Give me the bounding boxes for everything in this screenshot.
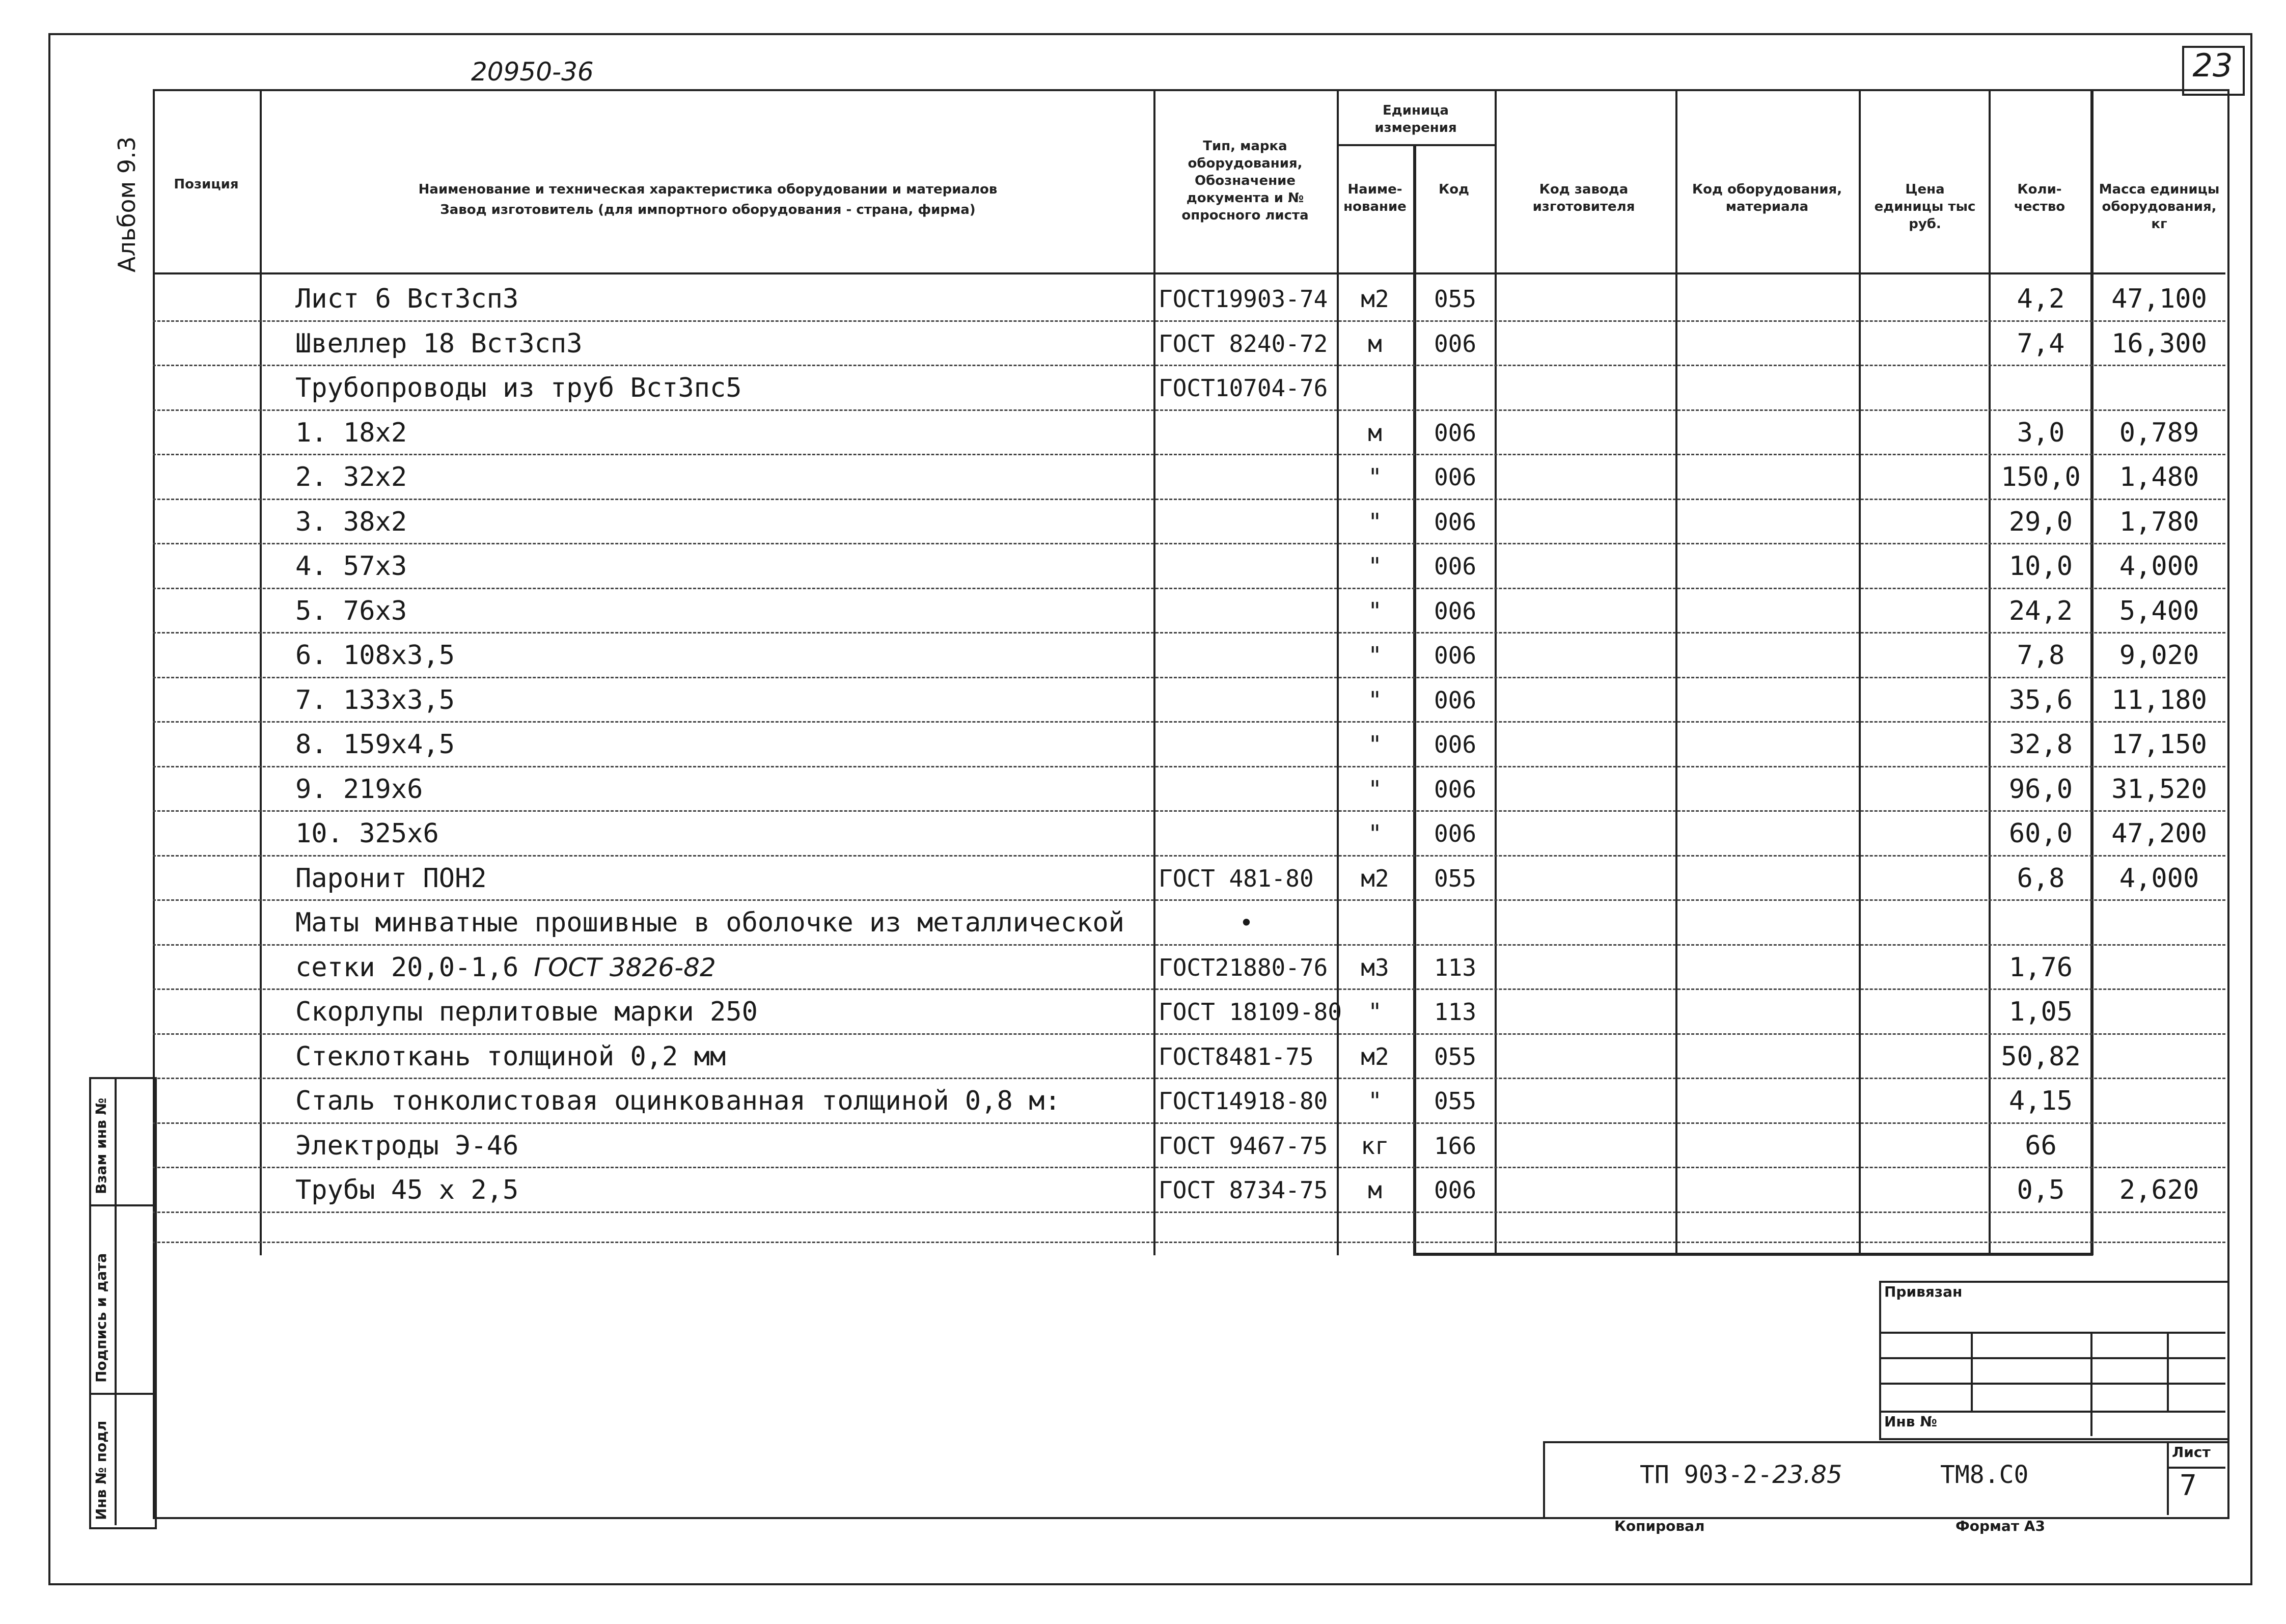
inv-no-label: Инв № [1884, 1413, 1937, 1430]
attached-label: Привязан [1884, 1283, 1963, 1300]
cell-code: 055 [1434, 285, 1477, 313]
row-divider [153, 365, 2225, 366]
col-line [260, 89, 262, 1255]
col-header-equipment-code: Код оборудования, материала [1692, 182, 1842, 214]
row-divider [153, 588, 2225, 589]
stamp-line [2090, 1332, 2092, 1436]
cell-unit: " [1368, 508, 1382, 536]
cell-unit: кг [1361, 1132, 1389, 1160]
cell-qty: 29,0 [2008, 506, 2073, 537]
row-divider [153, 499, 2225, 500]
col-line [1413, 144, 1416, 1255]
cell-name: Скорлупы перлитовые марки 250 [295, 997, 758, 1027]
cell-code: 113 [1434, 998, 1477, 1026]
cell-mass: 2,620 [2119, 1175, 2199, 1205]
cell-name-handwritten: ГОСТ 3826-82 [534, 952, 716, 982]
row-divider [153, 810, 2225, 812]
cell-mass: 47,200 [2111, 818, 2207, 849]
row-divider [153, 409, 2225, 411]
cell-code: 006 [1434, 686, 1477, 714]
col-line [1495, 89, 1497, 1255]
cell-name: 9. 219х6 [295, 774, 423, 805]
row-divider [153, 988, 2225, 990]
col-line [1859, 89, 1861, 1255]
cell-mass: 5,400 [2119, 595, 2199, 626]
cell-code: 006 [1434, 1176, 1477, 1204]
cell-qty: 4,2 [2017, 284, 2065, 314]
col-line [1675, 89, 1677, 1255]
cell-unit: " [1368, 597, 1382, 625]
cell-qty: 10,0 [2008, 551, 2073, 582]
row-divider [153, 543, 2225, 544]
cell-mass: 47,100 [2111, 284, 2207, 314]
cell-code: 113 [1434, 953, 1477, 981]
cell-qty: 150,0 [2001, 462, 2081, 492]
cell-name: 1. 18х2 [295, 417, 407, 448]
stamp-line [1879, 1411, 2225, 1413]
cell-unit: " [1368, 553, 1382, 580]
cell-type: ГОСТ10704-76 [1159, 374, 1328, 402]
row-divider [153, 677, 2225, 678]
col-header-quantity: Коли-чество [2014, 182, 2065, 214]
row-divider [153, 1167, 2225, 1168]
cell-name: Швеллер 18 ВстЗсп3 [295, 328, 583, 359]
cell-name: Трубы 45 х 2,5 [295, 1175, 519, 1205]
cell-name: Маты минватные прошивные в оболочке из металлической [295, 907, 1124, 938]
cell-mass: 1,480 [2119, 462, 2199, 492]
cell-type: ГОСТ 18109-80 [1159, 998, 1342, 1026]
cell-code: 006 [1434, 820, 1477, 847]
page-number: 23 [2192, 47, 2233, 84]
col-header-name: Наименование и техническая характеристика оборудовании и материалов [418, 182, 998, 197]
cell-unit: м2 [1361, 1042, 1389, 1070]
cell-unit: " [1368, 820, 1382, 847]
cell-unit: м2 [1361, 285, 1389, 313]
cell-qty: 50,82 [2001, 1041, 2081, 1072]
drawing-mark: ТМ8.С0 [1940, 1461, 2029, 1489]
cell-unit: " [1368, 998, 1382, 1026]
col-header-unit-name: Наиме-нование [1343, 182, 1407, 214]
row-divider [153, 1033, 2225, 1035]
side-divider [89, 1393, 153, 1395]
cell-unit: " [1368, 642, 1382, 669]
cell-code: 055 [1434, 864, 1477, 892]
row-divider [153, 1212, 2225, 1213]
row-divider [153, 944, 2225, 946]
cell-code: 006 [1434, 553, 1477, 580]
project-number: ТП 903-2-23.85 [1640, 1461, 1842, 1489]
cell-mass: 11,180 [2111, 684, 2207, 715]
title-divider [2167, 1441, 2169, 1515]
cell-code: 006 [1434, 419, 1477, 447]
cell-name: 8. 159х4,5 [295, 729, 455, 760]
header-divider [153, 272, 2225, 274]
cell-unit: " [1368, 686, 1382, 714]
cell-type: ГОСТ8481-75 [1159, 1042, 1314, 1070]
row-divider [153, 899, 2225, 901]
stamp-line [1879, 1357, 2225, 1359]
cell-qty: 0,5 [2017, 1175, 2065, 1205]
cell-qty: 6,8 [2017, 863, 2065, 894]
cell-name: 2. 32х2 [295, 462, 407, 492]
cell-code: 006 [1434, 775, 1477, 803]
side-label-replace-inv: Взам инв № [93, 1097, 109, 1194]
cell-type: ГОСТ14918-80 [1159, 1087, 1328, 1115]
cell-qty: 7,8 [2017, 640, 2065, 671]
col-header-position: Позиция [174, 177, 239, 192]
row-divider [153, 632, 2225, 634]
cell-mass: 0,789 [2119, 417, 2199, 448]
row-divider [153, 454, 2225, 455]
footer-copied: Копировал [1614, 1518, 1705, 1534]
cell-qty: 96,0 [2008, 774, 2073, 805]
cell-qty: 1,76 [2008, 952, 2073, 983]
sheet-label: Лист [2172, 1444, 2211, 1461]
cell-code: 006 [1434, 597, 1477, 625]
cell-code: 166 [1434, 1132, 1477, 1160]
cell-name-text: сетки 20,0-1,6 [295, 952, 519, 983]
col-line [1337, 89, 1339, 1255]
cell-code: 006 [1434, 508, 1477, 536]
row-divider [153, 320, 2225, 322]
cell-name: Трубопроводы из труб ВстЗпс5 [295, 373, 742, 403]
cell-name: 4. 57х3 [295, 551, 407, 582]
col-header-mass: Масса единицы оборудования, кг [2099, 182, 2220, 232]
cell-qty: 4,15 [2008, 1086, 2073, 1116]
side-label-inv-orig: Инв № подл [93, 1420, 109, 1520]
cell-qty: 60,0 [2008, 818, 2073, 849]
col-header-factory-code: Код завода изготовителя [1532, 182, 1635, 214]
cell-mass: 1,780 [2119, 506, 2199, 537]
cell-qty: 7,4 [2017, 328, 2065, 359]
side-label-sign-date: Подпись и дата [93, 1253, 109, 1383]
cell-code: 006 [1434, 731, 1477, 758]
cell-qty: 1,05 [2008, 997, 2073, 1027]
cell-qty: 3,0 [2017, 417, 2065, 448]
stamp-line [1879, 1332, 2225, 1334]
cell-unit: м [1368, 329, 1382, 357]
cell-mass: 16,300 [2111, 328, 2207, 359]
stamp-line [1971, 1332, 1973, 1411]
row-divider [153, 766, 2225, 767]
cell-unit: м3 [1361, 953, 1389, 981]
col-header-price: Цена единицы тыс руб. [1874, 182, 1976, 232]
cell-name: 7. 133х3,5 [295, 684, 455, 715]
cell-code: 055 [1434, 1042, 1477, 1070]
cell-name: Сталь тонколистовая оцинкованная толщиной 0,8 м: [295, 1086, 1061, 1116]
side-divider [115, 1077, 117, 1525]
cell-qty: 32,8 [2008, 729, 2073, 760]
cell-mass: 31,520 [2111, 774, 2207, 805]
cell-name: 3. 38х2 [295, 506, 407, 537]
title-divider [2167, 1467, 2225, 1469]
cell-unit: " [1368, 731, 1382, 758]
album-label: Альбом 9.3 [113, 136, 141, 272]
cell-unit: м [1368, 419, 1382, 447]
cell-name: 6. 108х3,5 [295, 640, 455, 671]
cell-name: 10. 325х6 [295, 818, 439, 849]
cell-name: Лист 6 ВстЗсп3 [295, 284, 519, 314]
cell-type: ГОСТ 8734-75 [1159, 1176, 1328, 1204]
col-header-unit-code: Код [1438, 182, 1470, 197]
cell-mass: 4,000 [2119, 863, 2199, 894]
side-divider [89, 1204, 153, 1206]
cell-type: ГОСТ 8240-72 [1159, 329, 1328, 357]
row-divider [153, 855, 2225, 857]
cell-name: Паронит ПОН2 [295, 863, 487, 894]
cell-name: Стеклоткань толщиной 0,2 мм [295, 1041, 726, 1072]
document-number: 20950-36 [471, 57, 594, 87]
row-divider [153, 1242, 2225, 1243]
row-divider [153, 1122, 2225, 1124]
col-line [1153, 89, 1155, 1255]
cell-unit: м2 [1361, 864, 1389, 892]
cell-code: 006 [1434, 329, 1477, 357]
stamp-line [1879, 1383, 2225, 1385]
col-header-name-sub: Завод изготовитель (для импортного оборудования - страна, фирма) [440, 202, 976, 217]
cell-type: ГОСТ21880-76 [1159, 953, 1328, 981]
table-body-bottom [1413, 1253, 2093, 1256]
col-header-type: Тип, марка оборудования, Обозначение документа и № опросного листа [1181, 139, 1309, 223]
row-divider [153, 1078, 2225, 1079]
cell-code: 006 [1434, 642, 1477, 669]
cell-name: 5. 76х3 [295, 595, 407, 626]
cell-name: Электроды Э-46 [295, 1130, 519, 1161]
row-divider [153, 721, 2225, 723]
cell-qty: 66 [2025, 1130, 2057, 1161]
cell-mass: 17,150 [2111, 729, 2207, 760]
cell-type: • [1239, 909, 1254, 937]
sheet-number: 7 [2180, 1469, 2197, 1502]
cell-unit: " [1368, 1087, 1382, 1115]
cell-code: 006 [1434, 463, 1477, 491]
cell-name [295, 952, 716, 983]
col-line [2090, 89, 2094, 1255]
cell-unit: " [1368, 775, 1382, 803]
col-header-unit-group: Единица измерения [1374, 103, 1457, 135]
cell-mass: 4,000 [2119, 551, 2199, 582]
cell-unit: м [1368, 1176, 1382, 1204]
col-line [1989, 89, 1991, 1255]
cell-type: ГОСТ 481-80 [1159, 864, 1314, 892]
cell-qty: 24,2 [2008, 595, 2073, 626]
cell-mass: 9,020 [2119, 640, 2199, 671]
cell-qty: 35,6 [2008, 684, 2073, 715]
stamp-line [2167, 1332, 2169, 1411]
cell-type: ГОСТ 9467-75 [1159, 1132, 1328, 1160]
cell-code: 055 [1434, 1087, 1477, 1115]
cell-type: ГОСТ19903-74 [1159, 285, 1328, 313]
cell-unit: " [1368, 463, 1382, 491]
footer-format: Формат А3 [1956, 1518, 2045, 1534]
